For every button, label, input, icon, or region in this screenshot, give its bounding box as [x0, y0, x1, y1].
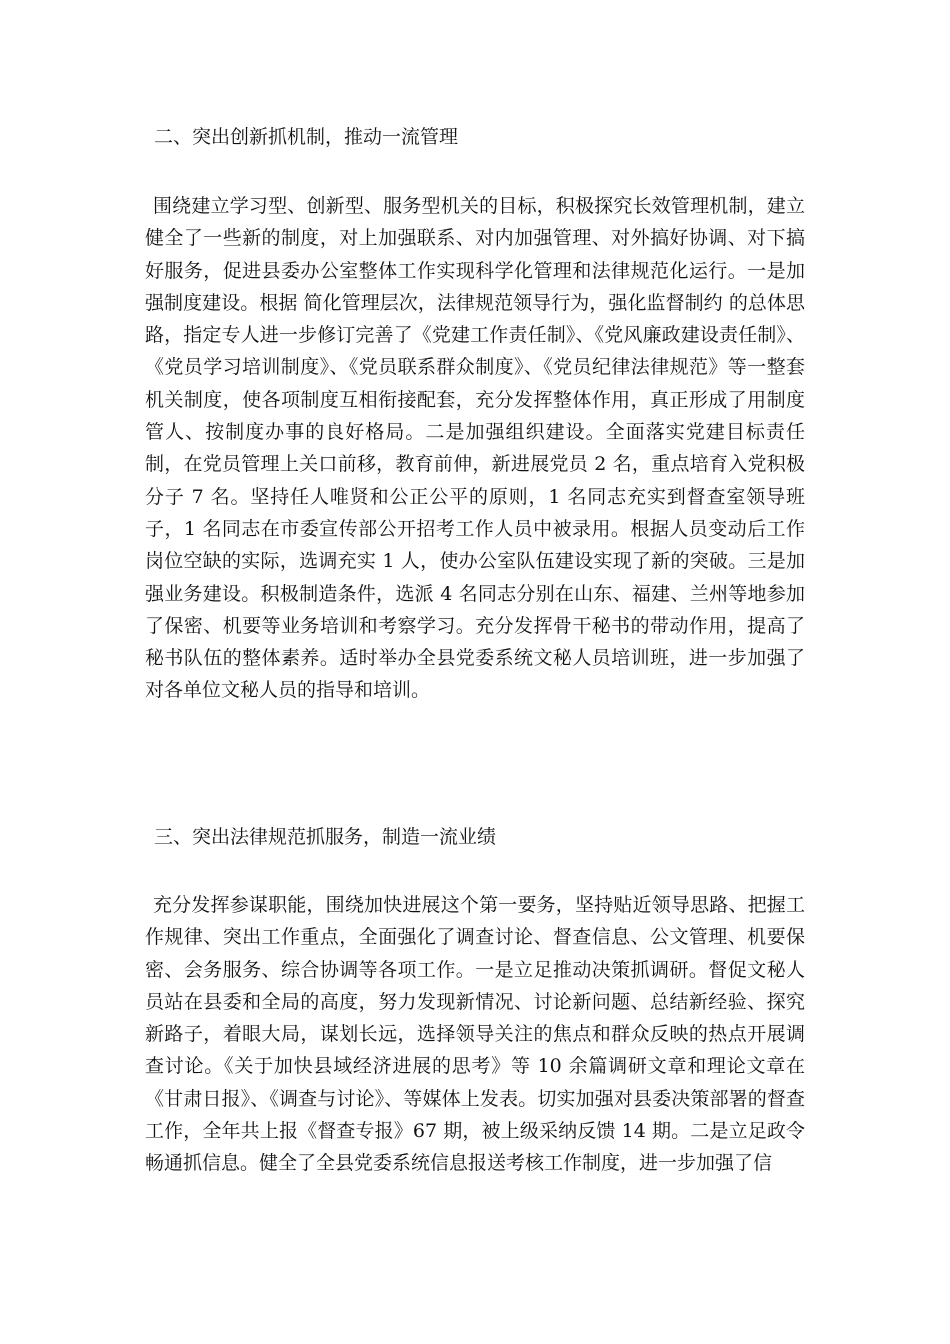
- section-2-body: 围绕建立学习型、创新型、服务型机关的目标，积极探究长效管理机制，建立健全了一些新的制度，对上加强联系、对内加强管理、对外搞好协调、对下搞好服务，促进县委办公室整体工作实现科学化管理和法律规范化运行。一是加强制度建设。根据 简化管理层次，法律规范领导行为，强化监督制约 的总体思路，指定专人进一步修订完善了《党建工作责任制》、《党风廉政建设责任制》、《党员学习培训制度》、《党员联系群众制度》、《党员纪律法律规范》等一整套机关制度，使各项制度互相衔接配套，充分发挥整体作用，真正形成了用制度管人、按制度办事的良好格局。二是加强组织建设。全面落实党建目标责任制，在党员管理上关口前移，教育前伸，新进展党员 2 名，重点培育入党积极分子 7 名。坚持任人唯贤和公正公平的原则，1 名同志充实到督查室领导班子，1 名同志在市委宣传部公开招考工作人员中被录用。根据人员变动后工作岗位空缺的实际，选调充实 1 人，使办公室队伍建设实现了新的突破。三是加强业务建设。积极制造条件，选派 4 名同志分别在山东、福建、兰州等地参加了保密、机要等业务培训和考察学习。充分发挥骨干秘书的带动作用，提高了秘书队伍的整体素养。适时举办全县党委系统文秘人员培训班，进一步加强了对各单位文秘人员的指导和培训。: [145, 195, 805, 702]
- section-3-body: 充分发挥参谋职能，围绕加快进展这个第一要务，坚持贴近领导思路、把握工作规律、突出工作重点，全面强化了调查讨论、督查信息、公文管理、机要保密、会务服务、综合协调等各项工作。一是立足推动决策抓调研。督促文秘人员站在县委和全局的高度，努力发现新情况、讨论新问题、总结新经验、探究新路子，着眼大局，谋划长远，选择领导关注的焦点和群众反映的热点开展调查讨论。《关于加快县域经济进展的思考》等 10 余篇调研文章和理论文章在《甘肃日报》、《调查与讨论》、等媒体上发表。切实加强对县委决策部署的督查工作，全年共上报《督查专报》67 期，被上级采纳反馈 14 期。二是立足政令畅通抓信息。健全了全县党委系统信息报送考核工作制度，进一步加强了信: [145, 894, 805, 1175]
- section-3-heading: 三、突出法律规范抓服务，制造一流业绩: [154, 826, 497, 848]
- section-2-heading: 二、突出创新抓机制，推动一流管理: [154, 126, 459, 148]
